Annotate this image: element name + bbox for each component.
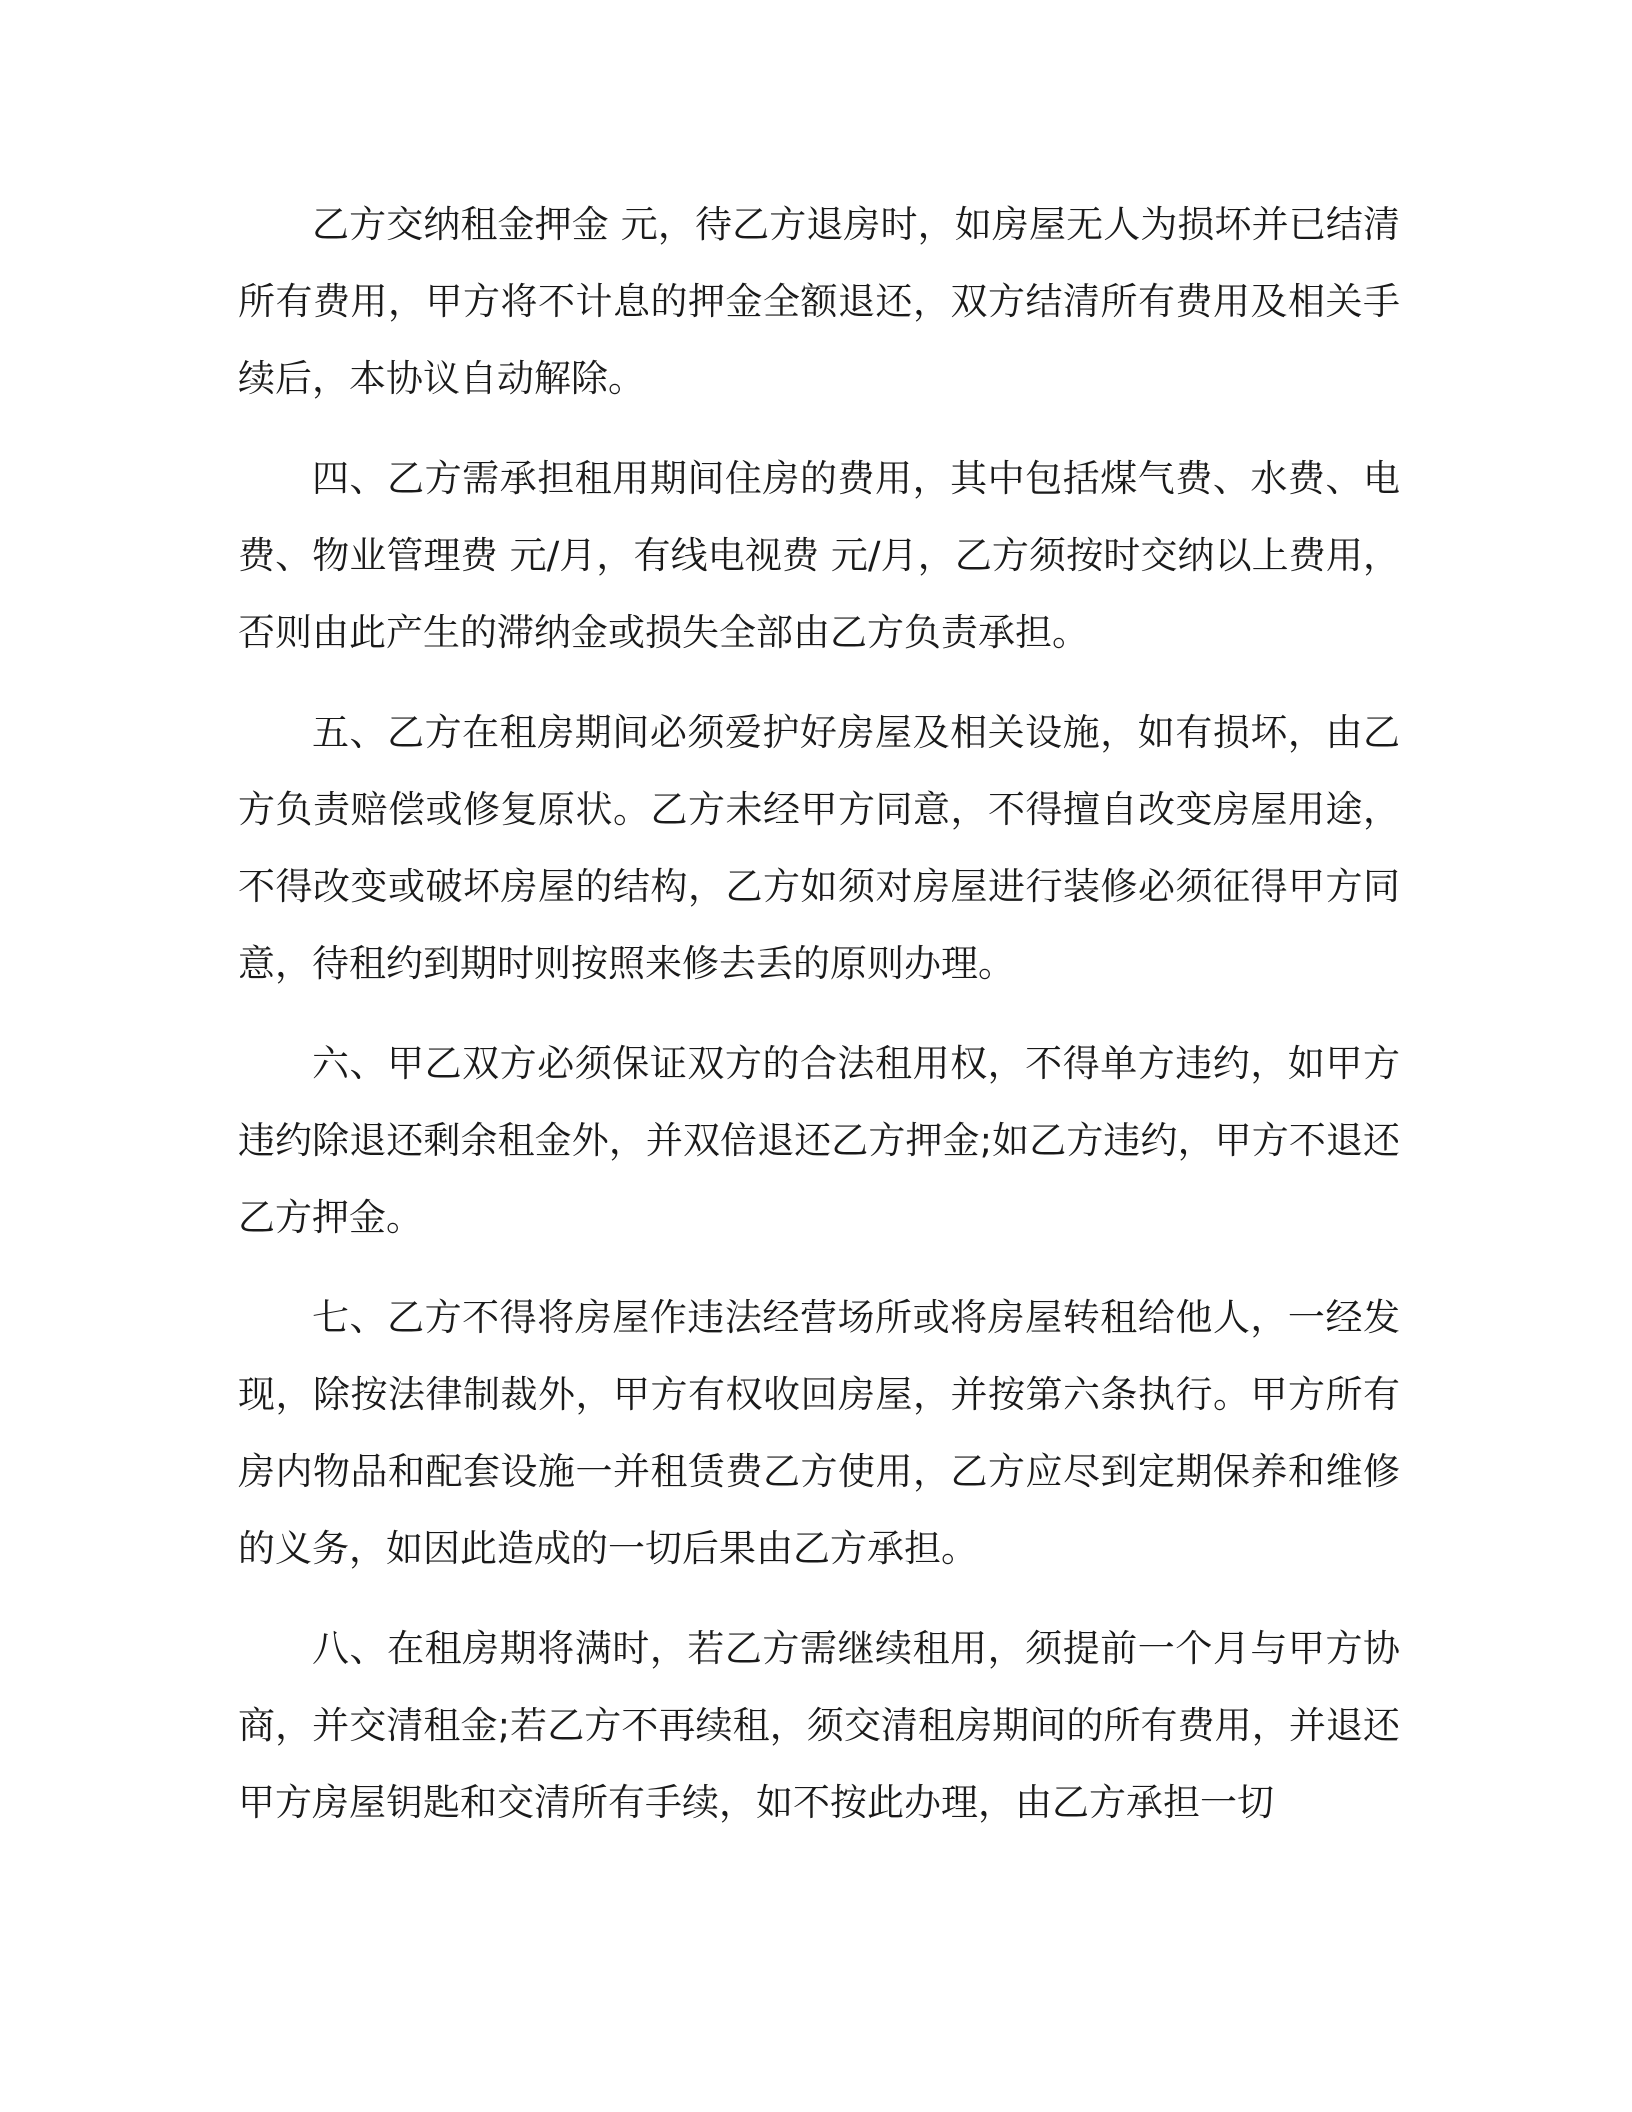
paragraph-deposit: 乙方交纳租金押金 元，待乙方退房时，如房屋无人为损坏并已结清所有费用，甲方将不计息的押金全额退还，双方结清所有费用及相关手续后，本协议自动解除。 [238,203,1400,400]
paragraph-clause-4: 四、乙方需承担租用期间住房的费用，其中包括煤气费、水费、电费、物业管理费 元/月，有线电视费 元/月，乙方须按时交纳以上费用，否则由此产生的滞纳金或损失全部由乙方负责承担。 [238,457,1400,654]
paragraph-clause-8: 八、在租房期将满时，若乙方需继续租用，须提前一个月与甲方协商，并交清租金;若乙方不再续租，须交清租房期间的所有费用，并退还甲方房屋钥匙和交清所有手续，如不按此办理，由乙方承担一切 [238,1627,1400,1824]
paragraph-clause-5: 五、乙方在租房期间必须爱护好房屋及相关设施，如有损坏，由乙方负责赔偿或修复原状。乙方未经甲方同意，不得擅自改变房屋用途，不得改变或破坏房屋的结构，乙方如须对房屋进行装修必须征得甲方同意，待租约到期时则按照来修去丢的原则办理。 [238,711,1400,985]
paragraph-clause-6: 六、甲乙双方必须保证双方的合法租用权，不得单方违约，如甲方违约除退还剩余租金外，并双倍退还乙方押金;如乙方违约，甲方不退还乙方押金。 [238,1042,1400,1239]
document-body [238,186,1400,1864]
paragraph-clause-7: 七、乙方不得将房屋作违法经营场所或将房屋转租给他人，一经发现，除按法律制裁外，甲方有权收回房屋，并按第六条执行。甲方所有房内物品和配套设施一并租赁费乙方使用，乙方应尽到定期保养和维修的义务，如因此造成的一切后果由乙方承担。 [238,1296,1400,1570]
